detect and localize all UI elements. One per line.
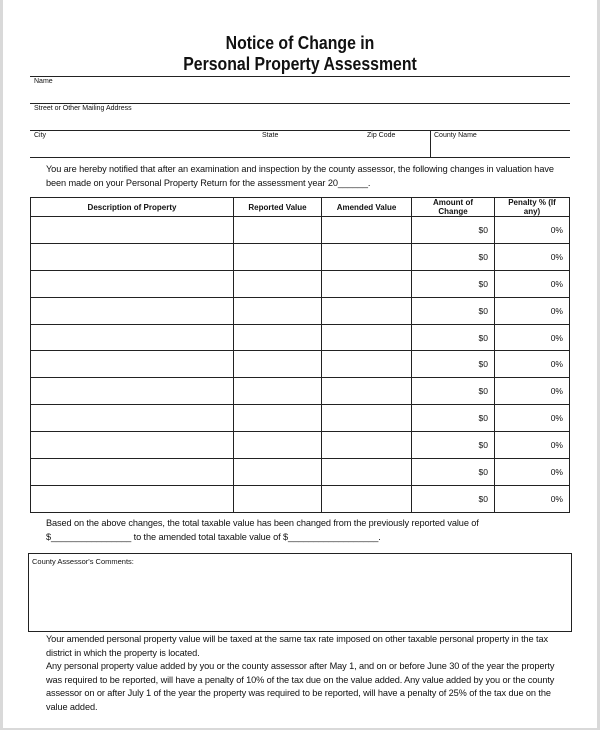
table-row <box>31 351 570 378</box>
col-amended: Amended Value <box>322 198 412 217</box>
reported-cell[interactable] <box>234 485 322 512</box>
table-row <box>31 405 570 432</box>
change-cell: $0 <box>412 405 495 432</box>
description-cell[interactable] <box>31 405 234 432</box>
divider <box>30 103 570 104</box>
table-row <box>31 243 570 270</box>
reported-cell[interactable] <box>234 243 322 270</box>
change-cell: $0 <box>412 243 495 270</box>
change-cell: $0 <box>412 485 495 512</box>
amended-cell[interactable] <box>322 270 412 297</box>
penalty-cell: 0% <box>495 432 570 459</box>
description-cell[interactable] <box>31 459 234 486</box>
amended-cell[interactable] <box>322 297 412 324</box>
table-row <box>31 432 570 459</box>
divider <box>30 157 570 158</box>
description-cell[interactable] <box>31 324 234 351</box>
change-cell: $0 <box>412 324 495 351</box>
table-row <box>31 324 570 351</box>
reported-cell[interactable] <box>234 459 322 486</box>
zip-label: Zip Code <box>367 132 396 139</box>
change-cell: $0 <box>412 217 495 244</box>
reported-cell[interactable] <box>234 324 322 351</box>
amended-cell[interactable] <box>322 405 412 432</box>
county-label: County Name <box>434 132 477 139</box>
penalty-cell: 0% <box>495 459 570 486</box>
penalty-cell: 0% <box>495 324 570 351</box>
comments-label: County Assessor's Comments: <box>32 557 134 566</box>
reported-cell[interactable] <box>234 297 322 324</box>
comments-box[interactable] <box>28 553 572 632</box>
penalty-cell: 0% <box>495 217 570 244</box>
description-cell[interactable] <box>31 243 234 270</box>
reported-cell[interactable] <box>234 351 322 378</box>
amended-cell[interactable] <box>322 217 412 244</box>
table-row <box>31 485 570 512</box>
amended-cell[interactable] <box>322 324 412 351</box>
penalty-cell: 0% <box>495 270 570 297</box>
table-row <box>31 459 570 486</box>
change-cell: $0 <box>412 270 495 297</box>
penalty-cell: 0% <box>495 405 570 432</box>
city-label: City <box>34 132 47 139</box>
reported-cell[interactable] <box>234 217 322 244</box>
col-description: Description of Property <box>31 198 234 217</box>
state-label: State <box>262 132 279 139</box>
description-cell[interactable] <box>31 217 234 244</box>
reported-cell[interactable] <box>234 378 322 405</box>
change-cell: $0 <box>412 297 495 324</box>
amended-cell[interactable] <box>322 459 412 486</box>
description-cell[interactable] <box>31 485 234 512</box>
penalty-cell: 0% <box>495 378 570 405</box>
description-cell[interactable] <box>31 270 234 297</box>
description-cell[interactable] <box>31 297 234 324</box>
penalty-cell: 0% <box>495 297 570 324</box>
description-cell[interactable] <box>31 432 234 459</box>
divider <box>30 76 570 77</box>
amended-cell[interactable] <box>322 432 412 459</box>
note-tax-rate: Your amended personal property value will be taxed at the same tax rate imposed on other taxable personal property in the tax district in which the property is located. <box>46 634 548 658</box>
col-penalty: Penalty % (If any) <box>495 198 570 217</box>
penalty-cell: 0% <box>495 351 570 378</box>
change-cell: $0 <box>412 459 495 486</box>
amended-cell[interactable] <box>322 378 412 405</box>
reported-cell[interactable] <box>234 270 322 297</box>
title-line-2: Personal Property Assessment <box>183 54 417 74</box>
amended-cell[interactable] <box>322 485 412 512</box>
intro-text: You are hereby notified that after an examination and inspection by the county assessor, the following changes in valuation have been made on your Personal Property Return for the assessment year 20______. <box>46 164 554 188</box>
penalty-cell: 0% <box>495 485 570 512</box>
reported-cell[interactable] <box>234 432 322 459</box>
table-row <box>31 217 570 244</box>
title-line-1: Notice of Change in <box>225 33 375 53</box>
note-penalty: Any personal property value added by you or the county assessor after May 1, and on or before June 30 of the year the property was required to be reported, will have a penalty of 10% of the tax due on the value added. Any value added by you or the county assessor on or after July 1 of the year the property was required to be reported, will have a penalty of 25% of the tax due on the value added. <box>46 661 555 712</box>
changes-table <box>30 197 570 513</box>
table-row <box>31 378 570 405</box>
total-value-text: Based on the above changes, the total taxable value has been changed from the previously reported value of $________________ to the amended total taxable value of $__________________. <box>46 518 479 542</box>
reported-cell[interactable] <box>234 405 322 432</box>
col-reported: Reported Value <box>234 198 322 217</box>
description-cell[interactable] <box>31 378 234 405</box>
name-field[interactable] <box>30 86 570 103</box>
change-cell: $0 <box>412 351 495 378</box>
divider <box>430 130 431 157</box>
col-change: Amount of Change <box>412 198 495 217</box>
amended-cell[interactable] <box>322 243 412 270</box>
change-cell: $0 <box>412 432 495 459</box>
change-cell: $0 <box>412 378 495 405</box>
description-cell[interactable] <box>31 351 234 378</box>
amended-cell[interactable] <box>322 351 412 378</box>
table-row <box>31 270 570 297</box>
name-label: Name <box>34 78 53 85</box>
divider <box>30 130 570 131</box>
address-label: Street or Other Mailing Address <box>34 105 132 112</box>
address-field[interactable] <box>30 113 570 129</box>
table-row <box>31 297 570 324</box>
penalty-cell: 0% <box>495 243 570 270</box>
